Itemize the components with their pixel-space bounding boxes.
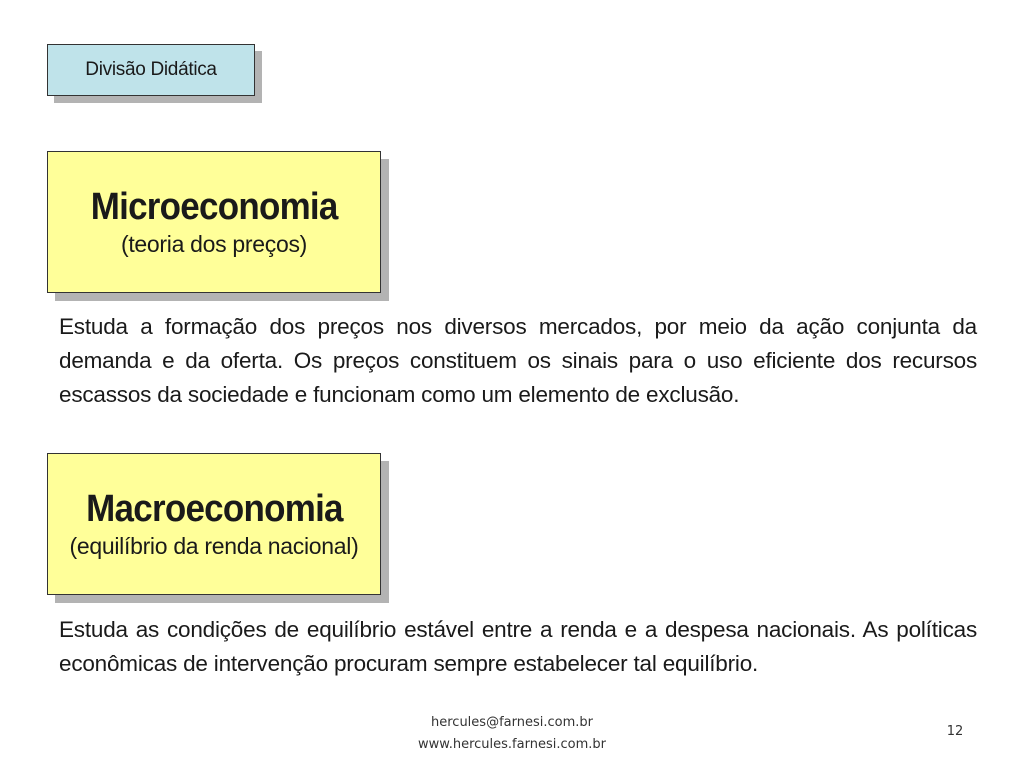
microeconomia-subtitle: (teoria dos preços) bbox=[120, 231, 308, 257]
footer-contact bbox=[362, 712, 662, 756]
microeconomia-title: Microeconomia bbox=[90, 186, 338, 228]
section-header-box bbox=[47, 44, 255, 96]
section-header-label: Divisão Didática bbox=[85, 59, 217, 80]
microeconomia-box bbox=[47, 151, 381, 293]
macroeconomia-description: Estuda as condições de equilíbrio estável entre a renda e a despesa nacionais. As políticas econômicas de intervenção procuram sempre estabelecer tal equilíbrio. bbox=[59, 617, 977, 676]
macroeconomia-subtitle: (equilíbrio da renda nacional) bbox=[69, 533, 359, 559]
microeconomia-description: Estuda a formação dos preços nos diversos mercados, por meio da ação conjunta da demanda e da oferta. Os preços constituem os sinais para o uso eficiente dos recursos escassos da sociedade e funcionam como um elemento de exclusão. bbox=[59, 314, 977, 407]
page-number: 12 bbox=[946, 724, 964, 739]
footer-website: www.hercules.farnesi.com.br bbox=[418, 737, 606, 752]
footer-email: hercules@farnesi.com.br bbox=[431, 715, 593, 730]
macroeconomia-title: Macroeconomia bbox=[85, 488, 343, 530]
macroeconomia-box bbox=[47, 453, 381, 595]
